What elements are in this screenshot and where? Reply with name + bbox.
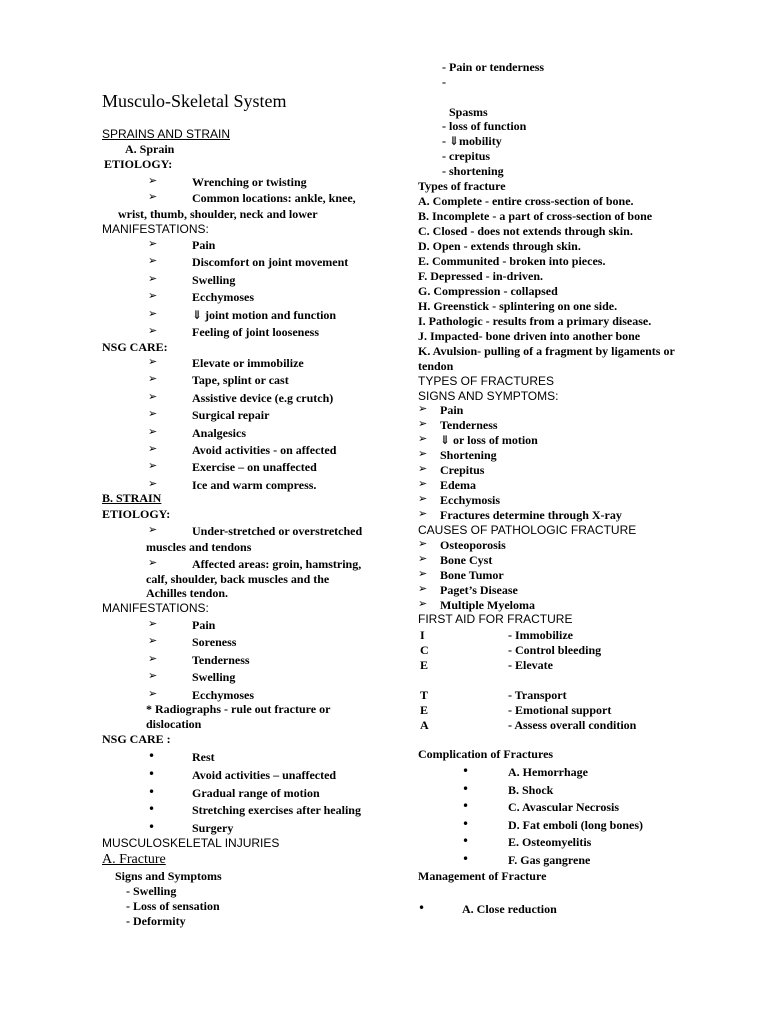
arrow-bullet-icon: ➢ <box>148 306 158 320</box>
document-title: Musculo-Skeletal System <box>102 91 287 111</box>
bullet-icon: • <box>462 834 470 849</box>
arrow-bullet-icon: ➢ <box>418 552 428 565</box>
right-top-item: - <box>442 75 446 89</box>
list-item: Ecchymoses <box>192 290 254 305</box>
arrow-bullet-icon: ➢ <box>418 582 428 595</box>
list-item: Osteoporosis <box>440 538 506 552</box>
list-item: Pain <box>440 403 464 417</box>
list-item: Fractures determine through X-ray <box>440 508 622 522</box>
arrow-bullet-icon: ➢ <box>148 424 158 438</box>
bullet-icon: • <box>462 816 470 831</box>
arrow-bullet-icon: ➢ <box>148 271 158 285</box>
list-item: Edema <box>440 478 476 492</box>
list-item: Wrenching or twisting <box>192 175 307 189</box>
list-item: Shortening <box>440 448 497 462</box>
list-item: A. Close reduction <box>462 902 557 916</box>
arrow-bullet-icon: ➢ <box>148 442 158 455</box>
bullet-icon: • <box>148 766 156 781</box>
list-item: - Swelling <box>126 884 177 898</box>
right-top-item: - shortening <box>442 164 504 178</box>
list-item: Ecchymosis <box>440 493 500 507</box>
strain-manifestations-label: MANIFESTATIONS: <box>102 601 209 615</box>
bullet-icon: • <box>148 749 156 763</box>
list-item: - Deformity <box>126 914 186 928</box>
arrow-bullet-icon: ➢ <box>148 634 158 648</box>
list-item: tendon <box>418 359 454 373</box>
list-item: Pain <box>192 238 216 252</box>
strain-etiology-label: ETIOLOGY: <box>102 507 171 521</box>
bullet-icon: • <box>148 784 156 799</box>
list-item: A. Complete - entire cross-section of bone. <box>418 194 634 208</box>
arrow-bullet-icon: ➢ <box>418 597 428 610</box>
bullet-icon: • <box>462 764 470 778</box>
first-aid-text: - Assess overall condition <box>508 718 637 732</box>
list-item: Surgery <box>192 821 234 836</box>
arrow-bullet-icon: ➢ <box>148 289 158 303</box>
list-item: G. Compression - collapsed <box>418 284 558 298</box>
list-item: Analgesics <box>192 425 246 440</box>
right-top-item: - ⇓mobility <box>442 134 502 148</box>
list-item: Common locations: ankle, knee, <box>192 191 356 205</box>
bullet-icon: • <box>462 852 470 866</box>
first-aid-letter: A <box>420 718 429 732</box>
arrow-bullet-icon: ➢ <box>148 651 158 665</box>
first-aid-letter: E <box>420 703 429 717</box>
list-item: D. Open - extends through skin. <box>418 239 581 253</box>
arrow-bullet-icon: ➢ <box>418 402 428 415</box>
causes-heading: CAUSES OF PATHOLOGIC FRACTURE <box>418 523 637 537</box>
radiographs-note: * Radiographs - rule out fracture or <box>146 702 331 716</box>
arrow-bullet-icon: ➢ <box>418 417 428 430</box>
arrow-bullet-icon: ➢ <box>148 254 158 268</box>
arrow-bullet-icon: ➢ <box>148 355 158 368</box>
first-aid-heading: FIRST AID FOR FRACTURE <box>418 612 573 626</box>
first-aid-text: - Elevate <box>508 658 553 672</box>
first-aid-letter: E <box>420 658 429 672</box>
arrow-bullet-icon: ➢ <box>148 476 158 490</box>
list-item: Tenderness <box>440 418 498 432</box>
right-top-item: - crepitus <box>442 149 491 163</box>
list-item: Pain <box>192 618 216 632</box>
list-item: J. Impacted- bone driven into another bone <box>418 329 641 343</box>
sprain-etiology-continuation: wrist, thumb, shoulder, neck and lower <box>118 207 318 221</box>
list-item: C. Closed - does not extends through skin. <box>418 224 633 238</box>
arrow-bullet-icon: ➢ <box>148 174 158 187</box>
arrow-bullet-icon: ➢ <box>148 372 158 386</box>
list-item: E. Communited - broken into pieces. <box>418 254 606 268</box>
list-item: A. Hemorrhage <box>508 765 588 779</box>
list-item: Tape, splint or cast <box>192 373 289 388</box>
list-item: ⇓ joint motion and function <box>192 307 337 322</box>
list-item: Multiple Myeloma <box>440 598 535 612</box>
list-item: Swelling <box>192 670 236 685</box>
first-aid-text: - Emotional support <box>508 703 612 717</box>
list-item: Ice and warm compress. <box>192 477 317 492</box>
sprains-heading: SPRAINS AND STRAIN <box>102 127 231 141</box>
list-item: Bone Cyst <box>440 553 493 567</box>
list-item: Assistive device (e.g crutch) <box>192 390 334 405</box>
fracture-signs-label: Signs and Symptoms <box>115 869 222 883</box>
arrow-bullet-icon: ➢ <box>148 669 158 683</box>
arrow-bullet-icon: ➢ <box>418 477 428 490</box>
management-label: Management of Fracture <box>418 869 547 883</box>
right-top-item: Spasms <box>449 105 488 119</box>
list-item: B. Shock <box>508 782 554 797</box>
list-item: F. Depressed - in-driven. <box>418 269 544 283</box>
first-aid-text: - Immobilize <box>508 628 573 642</box>
list-item: Paget’s Disease <box>440 583 518 597</box>
right-top-item: - Pain or tenderness <box>442 60 545 74</box>
radiographs-note-cont: dislocation <box>146 717 202 731</box>
arrow-bullet-icon: ➢ <box>148 237 158 250</box>
strain-heading: B. STRAIN <box>102 491 162 505</box>
bullet-icon: • <box>418 901 426 915</box>
strain-etiology-1: Under-stretched or overstretched <box>192 524 363 538</box>
bullet-icon: • <box>148 802 156 817</box>
list-item: Elevate or immobilize <box>192 356 304 370</box>
injuries-heading: MUSCULOSKELETAL INJURIES <box>102 836 280 850</box>
bullet-icon: • <box>462 781 470 796</box>
arrow-bullet-icon: ➢ <box>148 389 158 403</box>
list-item: Stretching exercises after healing <box>192 803 361 818</box>
list-item: Discomfort on joint movement <box>192 255 349 270</box>
first-aid-text: - Control bleeding <box>508 643 602 657</box>
arrow-bullet-icon: ➢ <box>148 190 158 203</box>
types-heading: TYPES OF FRACTURES <box>418 374 555 388</box>
arrow-bullet-icon: ➢ <box>148 523 158 536</box>
strain-care-label: NSG CARE : <box>102 732 171 746</box>
arrow-bullet-icon: ➢ <box>148 556 158 569</box>
first-aid-text: - Transport <box>508 688 567 702</box>
arrow-bullet-icon: ➢ <box>148 407 158 421</box>
list-item: Crepitus <box>440 463 485 477</box>
arrow-bullet-icon: ➢ <box>418 567 428 580</box>
list-item: Tenderness <box>192 652 250 667</box>
strain-etiology-2-cont2: Achilles tendon. <box>146 586 229 600</box>
types-label: Types of fracture <box>418 179 506 193</box>
list-item: Exercise – on unaffected <box>192 460 317 475</box>
list-item: Surgical repair <box>192 408 270 423</box>
arrow-bullet-icon: ➢ <box>148 459 158 473</box>
list-item: D. Fat emboli (long bones) <box>508 817 643 832</box>
arrow-bullet-icon: ➢ <box>418 507 428 520</box>
list-item: C. Avascular Necrosis <box>508 800 619 815</box>
first-aid-letter: T <box>420 688 429 702</box>
right-top-item: - loss of function <box>442 119 527 133</box>
list-item: E. Osteomyelitis <box>508 835 592 850</box>
list-item: Soreness <box>192 635 237 650</box>
list-item: Rest <box>192 750 215 764</box>
list-item: I. Pathologic - results from a primary disease. <box>418 314 652 328</box>
arrow-bullet-icon: ➢ <box>418 432 428 445</box>
etiology-label: ETIOLOGY: <box>104 157 173 171</box>
list-item: K. Avulsion- pulling of a fragment by ligaments or <box>418 344 675 358</box>
arrow-bullet-icon: ➢ <box>418 447 428 460</box>
arrow-bullet-icon: ➢ <box>418 537 428 550</box>
list-item: Feeling of joint looseness <box>192 325 319 339</box>
arrow-bullet-icon: ➢ <box>148 617 158 630</box>
bullet-icon: • <box>462 799 470 814</box>
first-aid-letter: I <box>420 628 425 642</box>
nsg-care-label: NSG CARE: <box>102 340 168 354</box>
manifestations-label: MANIFESTATIONS: <box>102 222 209 236</box>
bullet-icon: • <box>148 820 156 835</box>
list-item: Ecchymoses <box>192 687 254 702</box>
sprain-subheading: A. Sprain <box>125 142 175 156</box>
fracture-heading: A. Fracture <box>102 852 166 867</box>
signs-heading: SIGNS AND SYMPTOMS: <box>418 389 559 403</box>
list-item: H. Greenstick - splintering on one side. <box>418 299 618 313</box>
list-item: Bone Tumor <box>440 568 504 582</box>
strain-etiology-1-cont: muscles and tendons <box>146 540 252 554</box>
complication-label: Complication of Fractures <box>418 747 554 761</box>
first-aid-letter: C <box>420 643 429 657</box>
list-item: F. Gas gangrene <box>508 853 591 867</box>
arrow-bullet-icon: ➢ <box>418 462 428 475</box>
list-item: B. Incomplete - a part of cross-section of bone <box>418 209 653 223</box>
strain-etiology-2-cont1: calf, shoulder, back muscles and the <box>146 572 330 586</box>
list-item: ⇓ or loss of motion <box>440 433 538 447</box>
arrow-bullet-icon: ➢ <box>418 492 428 505</box>
list-item: Avoid activities - on affected <box>192 443 337 457</box>
arrow-bullet-icon: ➢ <box>148 324 158 337</box>
list-item: Avoid activities – unaffected <box>192 767 337 782</box>
arrow-bullet-icon: ➢ <box>148 686 158 700</box>
strain-etiology-2: Affected areas: groin, hamstring, <box>192 557 362 571</box>
list-item: Gradual range of motion <box>192 785 320 800</box>
list-item: - Loss of sensation <box>126 899 220 913</box>
list-item: Swelling <box>192 272 236 287</box>
